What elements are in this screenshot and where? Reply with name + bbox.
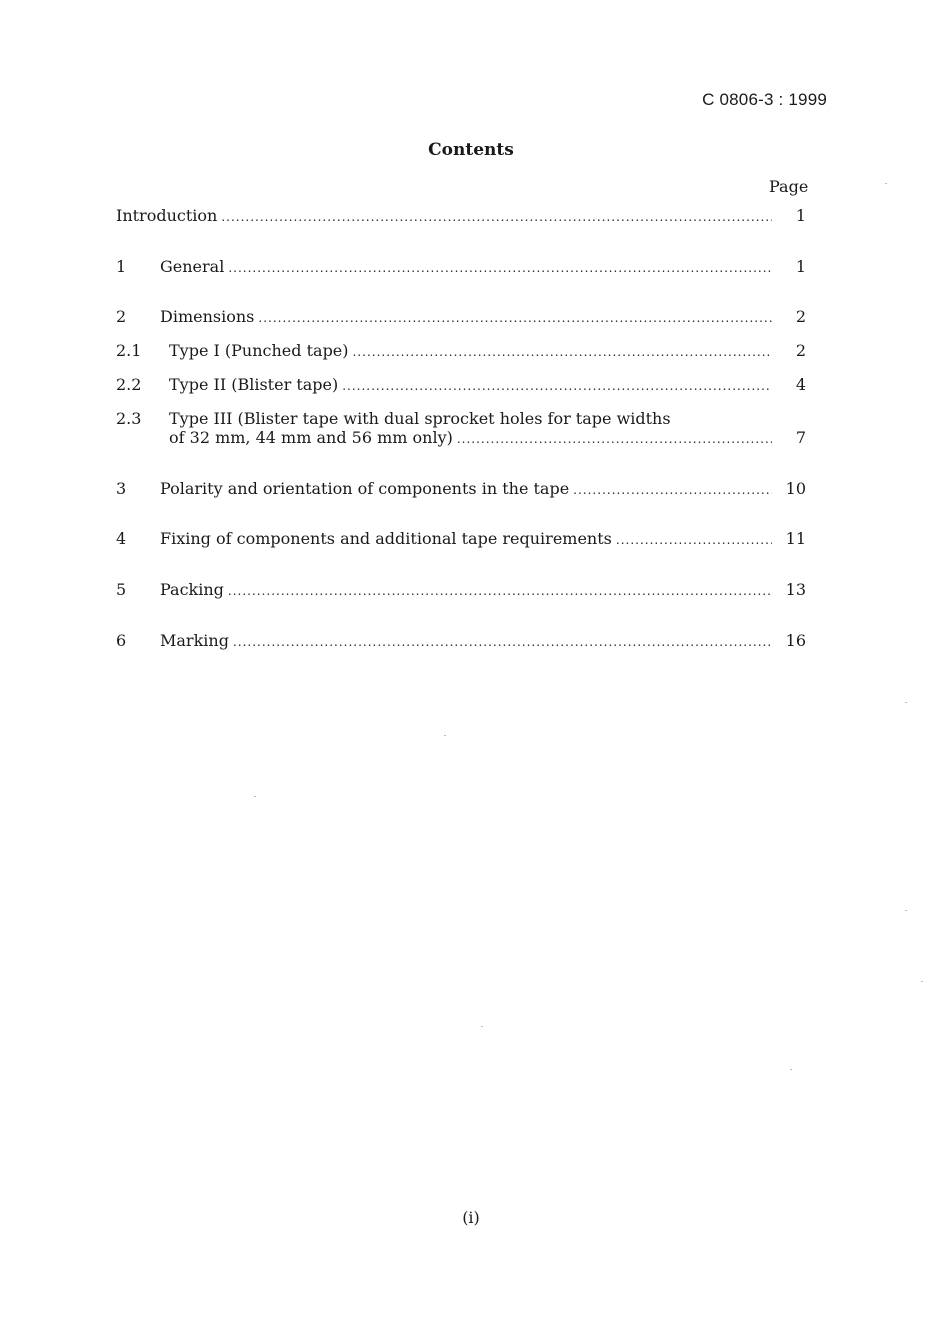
toc-entry-text: Dimensions — [160, 307, 258, 327]
toc-entry-page: 10 — [785, 479, 806, 498]
dot-leader — [258, 308, 772, 328]
toc-entry-page: 11 — [785, 529, 806, 548]
page-column-heading: Page — [769, 177, 809, 196]
toc-entry-text: General — [160, 257, 228, 277]
scan-speck — [921, 981, 923, 982]
dot-leader — [573, 480, 772, 500]
dot-leader — [228, 581, 772, 601]
toc-entry-text-line1: Type III (Blister tape with dual sprocket holes for tape widths — [169, 409, 671, 428]
toc-entry-page: 7 — [795, 428, 806, 447]
toc-entry-page: 1 — [795, 257, 806, 276]
scan-speck — [905, 702, 907, 703]
scan-speck — [444, 735, 446, 736]
dot-leader — [221, 207, 772, 227]
dot-leader — [457, 429, 772, 449]
toc-entry-text: Marking — [160, 631, 233, 651]
scan-speck — [905, 910, 907, 911]
toc-entry-page: 13 — [785, 580, 806, 599]
toc-entry-number: 2 — [116, 307, 127, 326]
toc-entry-page: 2 — [795, 341, 806, 360]
dot-leader — [616, 530, 772, 550]
toc-entry-page: 16 — [785, 631, 806, 650]
toc-entry-page: 2 — [795, 307, 806, 326]
toc-entry-number: 6 — [116, 631, 127, 650]
scan-speck — [254, 796, 256, 797]
toc-entry-number: 2.1 — [116, 341, 142, 360]
toc-entry-number: 2.3 — [116, 409, 142, 428]
scan-speck — [885, 183, 887, 184]
toc-entry-text: Introduction — [116, 206, 221, 226]
dot-leader — [342, 376, 772, 396]
toc-entry-text: Fixing of components and additional tape requirements — [160, 529, 616, 549]
toc-entry-number: 4 — [116, 529, 127, 548]
dot-leader — [228, 258, 772, 278]
toc-entry-text: Type I (Punched tape) — [169, 341, 353, 361]
toc-entry-number: 1 — [116, 257, 127, 276]
page-footer-number: (i) — [462, 1208, 480, 1227]
toc-entry-text: Polarity and orientation of components in the tape — [160, 479, 573, 499]
document-id: C 0806-3 : 1999 — [702, 90, 827, 109]
toc-entry-page: 4 — [795, 375, 806, 394]
dot-leader — [233, 632, 772, 652]
page-title: Contents — [428, 140, 514, 160]
toc-entry-text: Type II (Blister tape) — [169, 375, 342, 395]
dot-leader — [353, 342, 772, 362]
scan-speck — [481, 1026, 483, 1027]
toc-entry-number: 2.2 — [116, 375, 142, 394]
toc-entry-text: of 32 mm, 44 mm and 56 mm only) — [169, 428, 457, 448]
toc-entry-page: 1 — [795, 206, 806, 225]
toc-entry-number: 5 — [116, 580, 127, 599]
toc-entry-number: 3 — [116, 479, 127, 498]
scan-speck — [790, 1069, 792, 1070]
toc-entry-text: Packing — [160, 580, 228, 600]
